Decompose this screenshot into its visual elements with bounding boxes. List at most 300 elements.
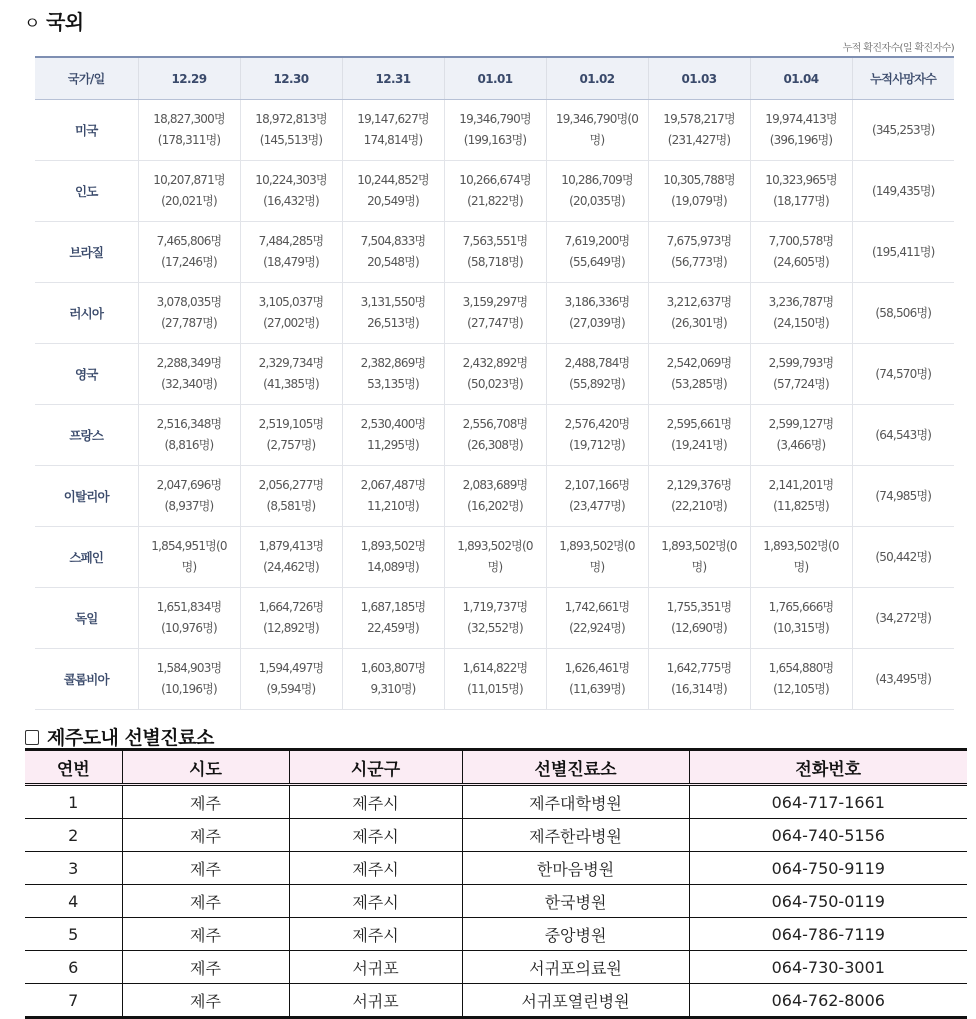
daily-cases: 명) bbox=[691, 560, 707, 574]
country-name: 브라질 bbox=[35, 222, 138, 283]
phone-number: 064-717-1661 bbox=[689, 785, 967, 819]
province: 제주 bbox=[122, 852, 289, 885]
table-row bbox=[35, 527, 954, 588]
case-count-cell bbox=[138, 588, 240, 649]
column-header-date: 01.01 bbox=[444, 57, 546, 100]
daily-cases: (50,023명) bbox=[467, 377, 523, 391]
case-count-cell bbox=[444, 344, 546, 405]
daily-cases: (58,718명) bbox=[467, 255, 523, 269]
cumulative-cases: 19,147,627명 bbox=[357, 112, 429, 126]
daily-cases: 명) bbox=[487, 560, 503, 574]
daily-cases: 53,135명) bbox=[367, 377, 419, 391]
daily-cases: (8,937명) bbox=[164, 499, 214, 513]
city: 제주시 bbox=[289, 885, 462, 918]
case-count-cell bbox=[750, 649, 852, 710]
province: 제주 bbox=[122, 885, 289, 918]
cumulative-cases: 2,599,793명 bbox=[768, 356, 834, 370]
case-count-cell bbox=[444, 649, 546, 710]
column-header-date: 01.02 bbox=[546, 57, 648, 100]
cumulative-cases: 2,542,069명 bbox=[666, 356, 732, 370]
daily-cases: (27,039명) bbox=[569, 316, 625, 330]
daily-cases: (18,479명) bbox=[263, 255, 319, 269]
daily-cases: (24,462명) bbox=[263, 560, 319, 574]
case-count-cell bbox=[240, 527, 342, 588]
cumulative-cases: 1,854,951명(0 bbox=[151, 539, 227, 553]
case-count-cell bbox=[444, 588, 546, 649]
cumulative-cases: 2,576,420명 bbox=[564, 417, 630, 431]
daily-cases: (199,163명) bbox=[463, 133, 527, 147]
daily-cases: (16,432명) bbox=[263, 194, 319, 208]
table-row bbox=[35, 405, 954, 466]
daily-cases: 22,459명) bbox=[367, 621, 419, 635]
case-count-cell bbox=[648, 222, 750, 283]
column-header-date: 01.03 bbox=[648, 57, 750, 100]
cumulative-deaths: (58,506명) bbox=[852, 283, 954, 344]
daily-cases: (24,150명) bbox=[773, 316, 829, 330]
table-row bbox=[25, 984, 967, 1018]
country-name: 미국 bbox=[35, 100, 138, 161]
clinic-name: 한국병원 bbox=[462, 885, 689, 918]
cumulative-cases: 3,186,336명 bbox=[564, 295, 630, 309]
column-header-phone: 전화번호 bbox=[689, 750, 967, 785]
cumulative-cases: 1,719,737명 bbox=[462, 600, 528, 614]
cumulative-cases: 2,530,400명 bbox=[360, 417, 426, 431]
case-count-cell bbox=[138, 466, 240, 527]
case-count-cell bbox=[240, 405, 342, 466]
case-count-cell bbox=[138, 222, 240, 283]
daily-cases: 명) bbox=[181, 560, 197, 574]
country-name: 러시아 bbox=[35, 283, 138, 344]
case-count-cell bbox=[342, 405, 444, 466]
table-row bbox=[35, 161, 954, 222]
daily-cases: (8,581명) bbox=[266, 499, 316, 513]
clinic-name: 중앙병원 bbox=[462, 918, 689, 951]
column-header-province: 시도 bbox=[122, 750, 289, 785]
case-count-cell bbox=[546, 649, 648, 710]
case-count-cell bbox=[138, 283, 240, 344]
cumulative-cases: 10,224,303명 bbox=[255, 173, 327, 187]
daily-cases: (12,690명) bbox=[671, 621, 727, 635]
case-count-cell bbox=[342, 161, 444, 222]
cumulative-cases: 7,619,200명 bbox=[564, 234, 630, 248]
case-count-cell bbox=[648, 649, 750, 710]
row-number: 7 bbox=[25, 984, 122, 1018]
case-count-cell bbox=[444, 161, 546, 222]
cumulative-deaths: (74,985명) bbox=[852, 466, 954, 527]
daily-cases: (19,079명) bbox=[671, 194, 727, 208]
daily-cases: (27,747명) bbox=[467, 316, 523, 330]
daily-cases: (27,002명) bbox=[263, 316, 319, 330]
cumulative-deaths: (43,495명) bbox=[852, 649, 954, 710]
cumulative-deaths: (50,442명) bbox=[852, 527, 954, 588]
cumulative-cases: 2,519,105명 bbox=[258, 417, 324, 431]
daily-cases: (56,773명) bbox=[671, 255, 727, 269]
daily-cases: (16,202명) bbox=[467, 499, 523, 513]
cumulative-cases: 18,972,813명 bbox=[255, 112, 327, 126]
cumulative-cases: 1,765,666명 bbox=[768, 600, 834, 614]
case-count-cell bbox=[648, 405, 750, 466]
daily-cases: 11,295명) bbox=[367, 438, 419, 452]
column-header-clinic: 선별진료소 bbox=[462, 750, 689, 785]
cumulative-cases: 18,827,300명 bbox=[153, 112, 225, 126]
daily-cases: (19,712명) bbox=[569, 438, 625, 452]
country-name: 스페인 bbox=[35, 527, 138, 588]
clinic-name: 서귀포열린병원 bbox=[462, 984, 689, 1018]
section-title-jeju bbox=[25, 723, 214, 750]
cumulative-cases: 2,047,696명 bbox=[156, 478, 222, 492]
daily-cases: 20,549명) bbox=[367, 194, 419, 208]
clinic-name: 제주대학병원 bbox=[462, 785, 689, 819]
jeju-screening-clinics-table bbox=[25, 748, 967, 1019]
cumulative-cases: 10,207,871명 bbox=[153, 173, 225, 187]
country-name: 이탈리아 bbox=[35, 466, 138, 527]
province: 제주 bbox=[122, 951, 289, 984]
cumulative-deaths: (64,543명) bbox=[852, 405, 954, 466]
daily-cases: (26,301명) bbox=[671, 316, 727, 330]
daily-cases: (11,825명) bbox=[773, 499, 829, 513]
cumulative-cases: 1,664,726명 bbox=[258, 600, 324, 614]
table-row bbox=[35, 649, 954, 710]
table-row bbox=[25, 951, 967, 984]
cumulative-cases: 1,742,661명 bbox=[564, 600, 630, 614]
cumulative-cases: 10,266,674명 bbox=[459, 173, 531, 187]
city: 제주시 bbox=[289, 852, 462, 885]
checkbox-square-icon bbox=[25, 730, 39, 745]
cumulative-cases: 10,286,709명 bbox=[561, 173, 633, 187]
column-header-city: 시군구 bbox=[289, 750, 462, 785]
daily-cases: (55,649명) bbox=[569, 255, 625, 269]
country-name: 콜롬비아 bbox=[35, 649, 138, 710]
cumulative-cases: 7,504,833명 bbox=[360, 234, 426, 248]
country-name: 독일 bbox=[35, 588, 138, 649]
cumulative-cases: 1,626,461명 bbox=[564, 661, 630, 675]
case-count-cell bbox=[240, 222, 342, 283]
case-count-cell bbox=[342, 344, 444, 405]
cumulative-cases: 1,879,413명 bbox=[258, 539, 324, 553]
daily-cases: (17,246명) bbox=[161, 255, 217, 269]
phone-number: 064-786-7119 bbox=[689, 918, 967, 951]
daily-cases: (41,385명) bbox=[263, 377, 319, 391]
phone-number: 064-762-8006 bbox=[689, 984, 967, 1018]
case-count-cell bbox=[546, 161, 648, 222]
case-count-cell bbox=[750, 344, 852, 405]
case-count-cell bbox=[240, 588, 342, 649]
cumulative-cases: 19,578,217명 bbox=[663, 112, 735, 126]
row-number: 3 bbox=[25, 852, 122, 885]
clinic-name: 한마음병원 bbox=[462, 852, 689, 885]
column-header-number: 연번 bbox=[25, 750, 122, 785]
cumulative-cases: 1,893,502명(0 bbox=[763, 539, 839, 553]
case-count-cell bbox=[138, 527, 240, 588]
clinic-name: 서귀포의료원 bbox=[462, 951, 689, 984]
cumulative-cases: 2,129,376명 bbox=[666, 478, 732, 492]
section-title-text: 국외 bbox=[45, 10, 84, 34]
cumulative-cases: 1,594,497명 bbox=[258, 661, 324, 675]
case-count-cell bbox=[240, 649, 342, 710]
case-count-cell bbox=[750, 283, 852, 344]
table-row bbox=[25, 819, 967, 852]
case-count-cell bbox=[546, 527, 648, 588]
cumulative-cases: 19,346,790명(0 bbox=[555, 112, 639, 126]
cumulative-cases: 7,675,973명 bbox=[666, 234, 732, 248]
case-count-cell bbox=[342, 283, 444, 344]
daily-cases: (21,822명) bbox=[467, 194, 523, 208]
daily-cases: 9,310명) bbox=[370, 682, 416, 696]
case-count-cell bbox=[750, 100, 852, 161]
daily-cases: (3,466명) bbox=[776, 438, 826, 452]
table-header-row bbox=[35, 57, 954, 100]
country-name: 인도 bbox=[35, 161, 138, 222]
daily-cases: (145,513명) bbox=[259, 133, 323, 147]
case-count-cell bbox=[444, 100, 546, 161]
case-count-cell bbox=[342, 466, 444, 527]
city: 제주시 bbox=[289, 785, 462, 819]
daily-cases: (2,757명) bbox=[266, 438, 316, 452]
daily-cases: (22,210명) bbox=[671, 499, 727, 513]
phone-number: 064-740-5156 bbox=[689, 819, 967, 852]
case-count-cell bbox=[444, 405, 546, 466]
daily-cases: 26,513명) bbox=[367, 316, 419, 330]
case-count-cell bbox=[546, 222, 648, 283]
case-count-cell bbox=[444, 527, 546, 588]
case-count-cell bbox=[240, 283, 342, 344]
cumulative-cases: 1,893,502명 bbox=[360, 539, 426, 553]
case-count-cell bbox=[240, 161, 342, 222]
daily-cases: (24,605명) bbox=[773, 255, 829, 269]
daily-cases: 명) bbox=[589, 560, 605, 574]
table-row bbox=[35, 100, 954, 161]
daily-cases: 174,814명) bbox=[363, 133, 423, 147]
daily-cases: (16,314명) bbox=[671, 682, 727, 696]
province: 제주 bbox=[122, 819, 289, 852]
daily-cases: (57,724명) bbox=[773, 377, 829, 391]
bullet-icon: ㅇ bbox=[24, 14, 40, 34]
case-count-cell bbox=[750, 161, 852, 222]
case-count-cell bbox=[342, 588, 444, 649]
city: 제주시 bbox=[289, 819, 462, 852]
daily-cases: (32,340명) bbox=[161, 377, 217, 391]
cumulative-deaths: (74,570명) bbox=[852, 344, 954, 405]
cumulative-cases: 1,755,351명 bbox=[666, 600, 732, 614]
case-count-cell bbox=[750, 466, 852, 527]
cumulative-cases: 10,305,788명 bbox=[663, 173, 735, 187]
table-row bbox=[25, 852, 967, 885]
column-header-date: 01.04 bbox=[750, 57, 852, 100]
cumulative-cases: 2,556,708명 bbox=[462, 417, 528, 431]
cumulative-cases: 2,432,892명 bbox=[462, 356, 528, 370]
table-row bbox=[35, 222, 954, 283]
daily-cases: (26,308명) bbox=[467, 438, 523, 452]
row-number: 2 bbox=[25, 819, 122, 852]
cumulative-cases: 2,382,869명 bbox=[360, 356, 426, 370]
case-count-cell bbox=[342, 527, 444, 588]
row-number: 4 bbox=[25, 885, 122, 918]
column-header-date: 12.29 bbox=[138, 57, 240, 100]
daily-cases: (18,177명) bbox=[773, 194, 829, 208]
cumulative-cases: 2,107,166명 bbox=[564, 478, 630, 492]
cumulative-cases: 3,078,035명 bbox=[156, 295, 222, 309]
case-count-cell bbox=[546, 100, 648, 161]
phone-number: 064-730-3001 bbox=[689, 951, 967, 984]
cumulative-cases: 2,141,201명 bbox=[768, 478, 834, 492]
case-count-cell bbox=[444, 283, 546, 344]
daily-cases: (178,311명) bbox=[157, 133, 221, 147]
case-count-cell bbox=[648, 100, 750, 161]
daily-cases: (11,639명) bbox=[569, 682, 625, 696]
city: 서귀포 bbox=[289, 984, 462, 1018]
cumulative-cases: 7,484,285명 bbox=[258, 234, 324, 248]
cumulative-cases: 3,212,637명 bbox=[666, 295, 732, 309]
cumulative-cases: 2,599,127명 bbox=[768, 417, 834, 431]
case-count-cell bbox=[138, 161, 240, 222]
clinic-name: 제주한라병원 bbox=[462, 819, 689, 852]
case-count-cell bbox=[444, 466, 546, 527]
case-count-cell bbox=[750, 405, 852, 466]
phone-number: 064-750-0119 bbox=[689, 885, 967, 918]
case-count-cell bbox=[648, 344, 750, 405]
cumulative-cases: 1,893,502명(0 bbox=[457, 539, 533, 553]
case-count-cell bbox=[648, 283, 750, 344]
daily-cases: (19,241명) bbox=[671, 438, 727, 452]
column-header-deaths: 누적사망자수 bbox=[852, 57, 954, 100]
column-header-date: 12.31 bbox=[342, 57, 444, 100]
cumulative-cases: 7,700,578명 bbox=[768, 234, 834, 248]
cumulative-cases: 3,131,550명 bbox=[360, 295, 426, 309]
cumulative-cases: 2,288,349명 bbox=[156, 356, 222, 370]
daily-cases: (10,315명) bbox=[773, 621, 829, 635]
daily-cases: (396,196명) bbox=[769, 133, 833, 147]
case-count-cell bbox=[546, 283, 648, 344]
daily-cases: (9,594명) bbox=[266, 682, 316, 696]
row-number: 1 bbox=[25, 785, 122, 819]
case-count-cell bbox=[546, 466, 648, 527]
daily-cases: (20,035명) bbox=[569, 194, 625, 208]
case-count-cell bbox=[546, 588, 648, 649]
daily-cases: (32,552명) bbox=[467, 621, 523, 635]
cumulative-cases: 3,236,787명 bbox=[768, 295, 834, 309]
table-row bbox=[35, 283, 954, 344]
case-count-cell bbox=[342, 649, 444, 710]
cumulative-cases: 2,516,348명 bbox=[156, 417, 222, 431]
cumulative-cases: 10,323,965명 bbox=[765, 173, 837, 187]
daily-cases: (11,015명) bbox=[467, 682, 523, 696]
daily-cases: (27,787명) bbox=[161, 316, 217, 330]
daily-cases: (53,285명) bbox=[671, 377, 727, 391]
cumulative-cases: 7,563,551명 bbox=[462, 234, 528, 248]
case-count-cell bbox=[648, 527, 750, 588]
case-count-cell bbox=[444, 222, 546, 283]
cumulative-deaths: (34,272명) bbox=[852, 588, 954, 649]
case-count-cell bbox=[648, 466, 750, 527]
daily-cases: 명) bbox=[589, 133, 605, 147]
section-title-text: 제주도내 선별진료소 bbox=[47, 727, 214, 749]
country-name: 영국 bbox=[35, 344, 138, 405]
daily-cases: 14,089명) bbox=[367, 560, 419, 574]
daily-cases: (23,477명) bbox=[569, 499, 625, 513]
case-count-cell bbox=[546, 405, 648, 466]
case-count-cell bbox=[138, 344, 240, 405]
table-unit-note: 누적 확진자수(일 확진자수) bbox=[842, 43, 954, 54]
daily-cases: (12,105명) bbox=[773, 682, 829, 696]
daily-cases: 11,210명) bbox=[367, 499, 419, 513]
case-count-cell bbox=[342, 222, 444, 283]
cumulative-cases: 3,105,037명 bbox=[258, 295, 324, 309]
cumulative-cases: 1,642,775명 bbox=[666, 661, 732, 675]
province: 제주 bbox=[122, 785, 289, 819]
cumulative-cases: 7,465,806명 bbox=[156, 234, 222, 248]
cumulative-cases: 1,687,185명 bbox=[360, 600, 426, 614]
cumulative-cases: 10,244,852명 bbox=[357, 173, 429, 187]
cumulative-cases: 2,067,487명 bbox=[360, 478, 426, 492]
table-row bbox=[35, 588, 954, 649]
daily-cases: (10,976명) bbox=[161, 621, 217, 635]
daily-cases: (22,924명) bbox=[569, 621, 625, 635]
case-count-cell bbox=[138, 100, 240, 161]
case-count-cell bbox=[648, 161, 750, 222]
cumulative-deaths: (195,411명) bbox=[852, 222, 954, 283]
daily-cases: (55,892명) bbox=[569, 377, 625, 391]
cumulative-cases: 19,346,790명 bbox=[459, 112, 531, 126]
case-count-cell bbox=[750, 588, 852, 649]
phone-number: 064-750-9119 bbox=[689, 852, 967, 885]
case-count-cell bbox=[750, 527, 852, 588]
daily-cases: (8,816명) bbox=[164, 438, 214, 452]
international-cases-table bbox=[35, 56, 954, 710]
table-row bbox=[35, 344, 954, 405]
cumulative-cases: 2,083,689명 bbox=[462, 478, 528, 492]
case-count-cell bbox=[648, 588, 750, 649]
daily-cases: (231,427명) bbox=[667, 133, 731, 147]
row-number: 6 bbox=[25, 951, 122, 984]
international-table-container bbox=[35, 56, 954, 714]
city: 서귀포 bbox=[289, 951, 462, 984]
cumulative-cases: 1,614,822명 bbox=[462, 661, 528, 675]
cumulative-cases: 1,603,807명 bbox=[360, 661, 426, 675]
table-row bbox=[25, 918, 967, 951]
case-count-cell bbox=[750, 222, 852, 283]
province: 제주 bbox=[122, 984, 289, 1018]
cumulative-cases: 19,974,413명 bbox=[765, 112, 837, 126]
cumulative-deaths: (345,253명) bbox=[852, 100, 954, 161]
section-title-international bbox=[24, 6, 84, 35]
case-count-cell bbox=[138, 649, 240, 710]
daily-cases: (12,892명) bbox=[263, 621, 319, 635]
cumulative-cases: 1,584,903명 bbox=[156, 661, 222, 675]
case-count-cell bbox=[240, 100, 342, 161]
province: 제주 bbox=[122, 918, 289, 951]
cumulative-cases: 1,654,880명 bbox=[768, 661, 834, 675]
case-count-cell bbox=[342, 100, 444, 161]
cumulative-deaths: (149,435명) bbox=[852, 161, 954, 222]
cumulative-cases: 1,651,834명 bbox=[156, 600, 222, 614]
daily-cases: (10,196명) bbox=[161, 682, 217, 696]
case-count-cell bbox=[240, 466, 342, 527]
daily-cases: 명) bbox=[793, 560, 809, 574]
cumulative-cases: 1,893,502명(0 bbox=[559, 539, 635, 553]
country-name: 프랑스 bbox=[35, 405, 138, 466]
daily-cases: 20,548명) bbox=[367, 255, 419, 269]
cumulative-cases: 3,159,297명 bbox=[462, 295, 528, 309]
case-count-cell bbox=[546, 344, 648, 405]
column-header-date: 12.30 bbox=[240, 57, 342, 100]
table-row bbox=[25, 885, 967, 918]
table-row bbox=[25, 785, 967, 819]
cumulative-cases: 2,056,277명 bbox=[258, 478, 324, 492]
column-header-country: 국가/일 bbox=[35, 57, 138, 100]
table-header-row bbox=[25, 750, 967, 785]
row-number: 5 bbox=[25, 918, 122, 951]
cumulative-cases: 1,893,502명(0 bbox=[661, 539, 737, 553]
